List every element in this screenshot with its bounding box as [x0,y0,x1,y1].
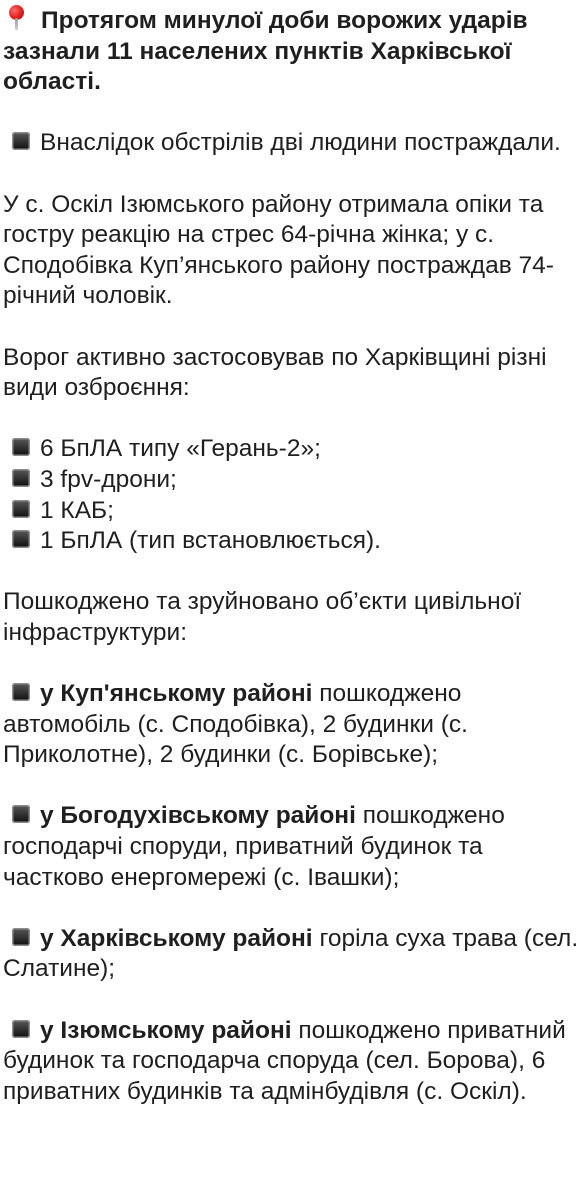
district-paragraph [3,1016,581,1108]
district-name: у Богодухівському районі [40,802,356,830]
weapon-item-text: 1 БпЛА (тип встановлюється). [40,527,381,555]
list-item [3,465,581,496]
casualties-intro-text: Внаслідок обстрілів дві людини постраждали. [40,129,561,157]
district-name: у Харківському районі [40,924,313,952]
black-square-bullet-icon [12,469,30,487]
casualties-intro [3,128,581,159]
weapon-item-text: 6 БпЛА типу «Герань-2»; [40,435,321,463]
district-text: горіла суха трава (сел. Слатине); [3,924,579,983]
weapons-list [3,434,581,556]
message-title [3,5,581,98]
title-text: Протягом минулої доби ворожих ударів зазнали 11 населених пунктів Харківської області. [3,7,528,96]
list-item [3,434,581,465]
black-square-bullet-icon [12,805,30,823]
district-paragraph [3,801,581,893]
weapon-item-text: 1 КАБ; [40,496,114,524]
district-name: у Ізюмському районі [40,1016,292,1044]
black-square-bullet-icon [12,928,30,946]
black-square-bullet-icon [12,438,30,456]
message-body [3,5,581,1107]
weapons-intro: Ворог активно застосовував по Харківщині різні види озброєння: [3,343,547,402]
list-item [3,526,581,557]
district-text: пошкоджено господарчі споруди, приватний будинок та частково енергомережі (с. Івашки); [3,802,505,891]
district-paragraph [3,924,581,985]
district-text: пошкоджено автомобіль (с. Сподобівка), 2 будинки (с. Приколотне), 2 будинки (с. Борівське); [3,680,468,769]
round-pushpin-icon [7,5,27,31]
black-square-bullet-icon [12,530,30,548]
district-text: пошкоджено приватний будинок та господарча споруда (сел. Борова), 6 приватних будинків та адмінбудівля (с. Оскіл). [3,1016,566,1105]
list-item [3,496,581,527]
black-square-bullet-icon [12,683,30,701]
district-name: у Куп'янському районі [40,680,313,708]
damage-intro: Пошкоджено та зруйновано об’єкти цивільної інфраструктури: [3,588,522,646]
weapon-item-text: 3 fpv-дрони; [40,465,177,493]
black-square-bullet-icon [12,132,30,150]
district-paragraph [3,679,581,771]
black-square-bullet-icon [12,500,30,518]
black-square-bullet-icon [12,1020,30,1038]
casualties-detail: У с. Оскіл Ізюмського району отримала опіки та гостру реакцію на стрес 64-річна жінка; у с. Сподобівка Куп’янського району постраждав 74-річний чоловік. [3,190,554,310]
